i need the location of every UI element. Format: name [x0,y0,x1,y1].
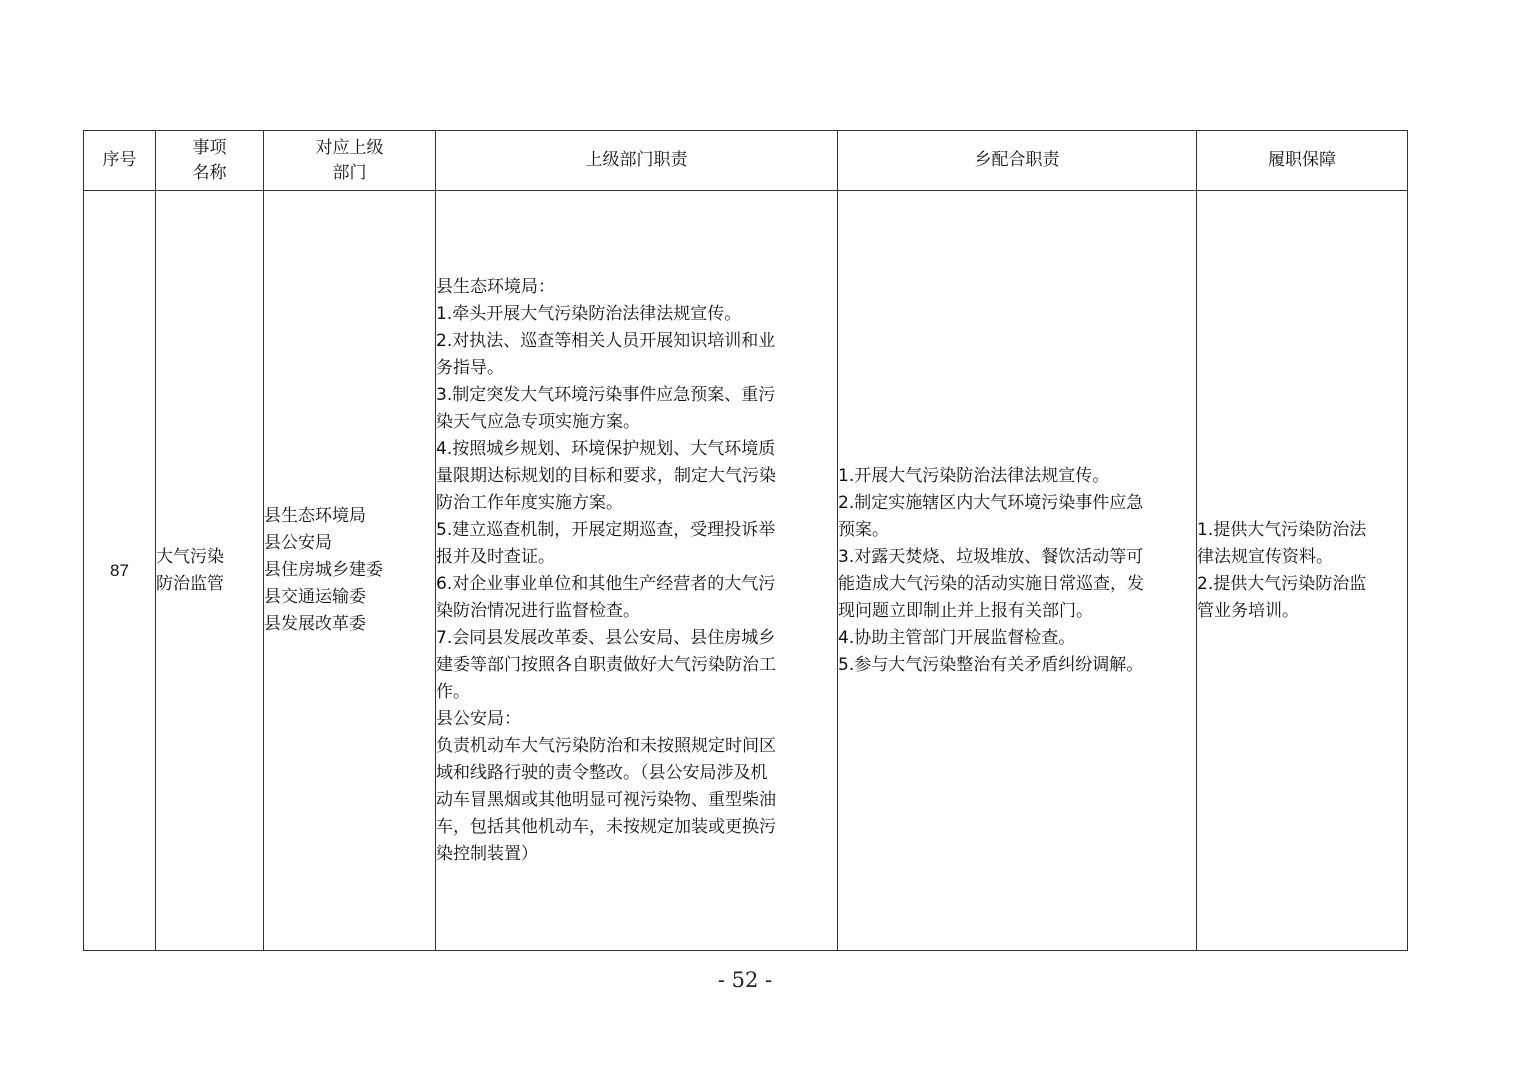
duty-line: 报并及时查证。 [436,546,555,567]
duty-line: 防治工作年度实施方案。 [436,492,623,513]
duty-line: 县生态环境局： [436,276,555,297]
town-duty-line: 3.对露天焚烧、垃圾堆放、餐饮活动等可 [838,546,1144,567]
dept-line: 县公安局 [264,533,332,553]
duty-line: 车，包括其他机动车，未按规定加装或更换污 [436,816,776,837]
guarantee-line: 律法规宣传资料。 [1197,546,1333,567]
page-number: - 52 - [717,968,773,992]
duty-line: 2.对执法、巡查等相关人员开展知识培训和业 [436,330,776,351]
dept-line: 县交通运输委 [264,587,366,607]
header-upper-dept: 对应上级 部门 [264,131,436,191]
table-row [84,191,1408,951]
duty-line: 5.建立巡查机制，开展定期巡查，受理投诉举 [436,519,776,540]
header-upper-duties: 上级部门职责 [436,131,838,191]
duty-line: 6.对企业事业单位和其他生产经营者的大气污 [436,573,776,594]
town-duty-line: 现问题立即制止并上报有关部门。 [838,600,1093,621]
duty-line: 作。 [436,681,470,702]
header-town-duties: 乡配合职责 [838,131,1197,191]
guarantee-line: 2.提供大气污染防治监 [1197,573,1367,594]
header-guarantee: 履职保障 [1197,131,1408,191]
duty-line: 3.制定突发大气环境污染事件应急预案、重污 [436,384,776,405]
cell-guarantee [1197,191,1408,951]
duty-line: 染天气应急专项实施方案。 [436,411,640,432]
guarantee-line: 管业务培训。 [1197,600,1299,621]
duty-line: 域和线路行驶的责令整改。（县公安局涉及机 [436,762,768,783]
town-duty-line: 能造成大气污染的活动实施日常巡查，发 [838,573,1144,594]
duty-line: 量限期达标规划的目标和要求，制定大气污染 [436,465,776,486]
duty-line: 染控制装置） [436,843,538,864]
cell-upper-dept [264,191,436,951]
header-row [84,131,1408,191]
cell-town-duties [838,191,1197,951]
guarantee-line: 1.提供大气污染防治法 [1197,519,1367,540]
dept-line: 县生态环境局 [264,506,366,526]
cell-seq: 87 [84,191,156,951]
duty-line: 动车冒黑烟或其他明显可视污染物、重型柴油 [436,789,776,810]
cell-upper-duties [436,191,838,951]
header-seq: 序号 [84,131,156,191]
header-item-name: 事项 名称 [156,131,264,191]
duty-line: 1.牵头开展大气污染防治法律法规宣传。 [436,303,742,324]
dept-line: 县住房城乡建委 [264,560,383,580]
town-duty-line: 1.开展大气污染防治法律法规宣传。 [838,465,1110,486]
duty-line: 建委等部门按照各自职责做好大气污染防治工 [436,654,776,675]
town-duty-line: 2.制定实施辖区内大气环境污染事件应急 [838,492,1144,513]
cell-item-name: 大气污染 防治监管 [156,191,264,951]
duty-line: 7.会同县发展改革委、县公安局、县住房城乡 [436,627,776,648]
town-duty-line: 5.参与大气污染整治有关矛盾纠纷调解。 [838,654,1144,675]
duty-line: 负责机动车大气污染防治和未按照规定时间区 [436,735,776,756]
town-duty-line: 4.协助主管部门开展监督检查。 [838,627,1076,648]
town-duty-line: 预案。 [838,519,889,540]
duty-line: 染防治情况进行监督检查。 [436,600,640,621]
duty-line: 务指导。 [436,357,504,378]
dept-line: 县发展改革委 [264,614,366,634]
duty-line: 县公安局： [436,708,521,729]
duty-table [83,130,1408,951]
duty-line: 4.按照城乡规划、环境保护规划、大气环境质 [436,438,776,459]
